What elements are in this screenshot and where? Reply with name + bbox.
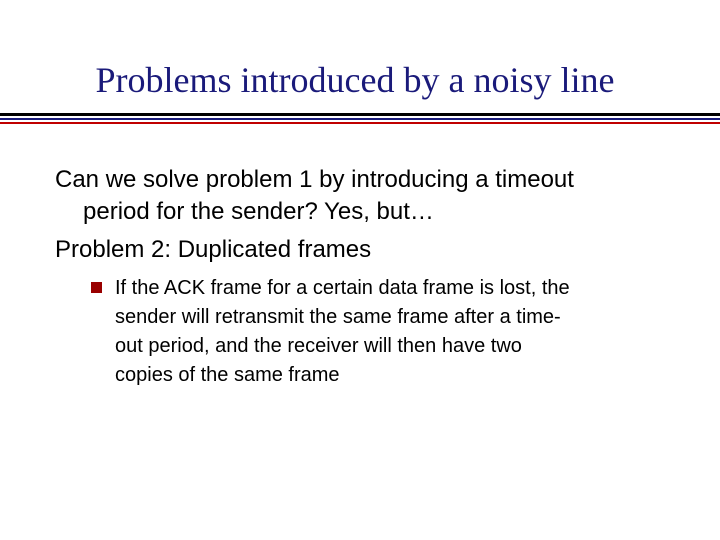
slide-title: Problems introduced by a noisy line: [95, 60, 615, 100]
title-rule-blue: [0, 118, 720, 120]
bullet-text-line-4: copies of the same frame: [115, 364, 340, 386]
bullet-text-line-1: If the ACK frame for a certain data frame is lost, the: [115, 277, 570, 299]
title-rule-red: [0, 122, 720, 124]
title-rule-black: [0, 113, 720, 116]
bullet-text-line-3: out period, and the receiver will then have two: [115, 335, 522, 357]
square-bullet-icon: [91, 282, 102, 293]
paragraph-question-line-1: Can we solve problem 1 by introducing a timeout: [55, 166, 574, 193]
bullet-text-line-2: sender will retransmit the same frame after a time-: [115, 306, 561, 328]
paragraph-problem-2: Problem 2: Duplicated frames: [55, 236, 372, 263]
paragraph-question-line-2: period for the sender? Yes, but…: [83, 198, 434, 225]
